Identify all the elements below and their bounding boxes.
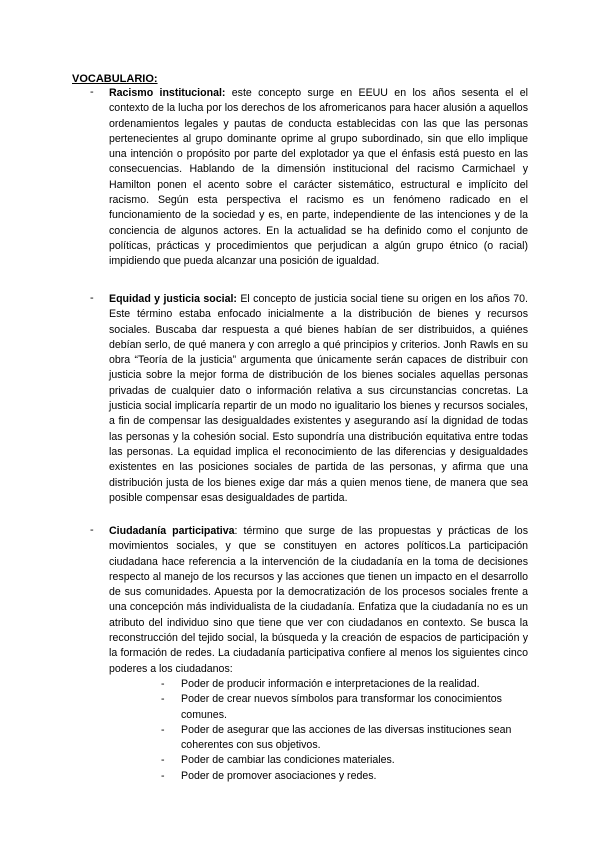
entry-paragraph <box>109 524 528 784</box>
power-item: - Poder de promover asociaciones y redes. <box>109 769 528 784</box>
entry-term: Equidad y justicia social: <box>109 293 237 305</box>
power-item: - Poder de asegurar que las acciones de las diversas instituciones sean coherentes con sus objetivos. <box>161 723 512 752</box>
entry-text: : término que surge de las propuestas y prácticas de los movimientos sociales, y que se constituyen en actores políticos.La participación ciudadana hace referencia a la intervención de la ciudadanía en la toma de decisiones respecto al manejo de los recursos y las acciones que tienen un impacto en el desarrollo de sus comunidades. Apuesta por la democratización de los procesos sociales frente a una concepción más individualista de la ciudadanía. Enfatiza que la ciudadanía no es un atributo del individuo sino que tiene que ver con ciudadanos en contexto. Se busca la reconstrucción del tejido social, la búsqueda y la creación de espacios de participación y la formación de redes. La ciudadanía participativa confiere al menos los siguientes cinco poderes a los ciudadanos: <box>109 525 528 675</box>
power-item: - Poder de crear nuevos símbolos para transformar los conocimientos comunes. <box>161 693 502 721</box>
entry-text: este concepto surge en EEUU en los años sesenta el el contexto de la lucha por los derechos de los afromericanos para hacer alusión a aquellos ordenamientos legales y pautas de conducta establecidas con las que las personas pertenecientes al grupo dominante oprime al grupo subordinado, sin que ello implique una intención o propósito por parte del explotador ya que el énfasis está puesto en las consecuencias. Hablando de la dimensión institucional del racismo Carmichael y Hamilton ponen el acento sobre el carácter sistemático, estructural e implícito del racismo. Según esta perspectiva el racismo es un fenómeno radicado en el funcionamiento de la sociedad y es, en parte, independiente de las intenciones y de la conciencia de algunos actores. En la actualidad se ha definido como el conjunto de políticas, prácticas y procedimientos que perjudican a algún grupo étnico (o racial) impidiendo que pueda alcanzar una posición de igualdad. <box>109 87 528 268</box>
entry-paragraph <box>109 86 528 270</box>
list-dash: - <box>161 754 165 767</box>
entry-racismo-institucional <box>90 86 528 270</box>
list-dash: - <box>90 292 94 304</box>
powers-list <box>109 677 528 784</box>
list-dash: - <box>90 524 94 536</box>
entry-equidad-justicia-social <box>90 292 528 506</box>
list-dash: - <box>161 723 165 736</box>
vocabulary-heading: VOCABULARIO: <box>72 73 158 85</box>
power-item: - Poder de producir información e interpretaciones de la realidad. <box>109 677 528 692</box>
list-dash: - <box>90 86 94 98</box>
entry-term: Ciudadanía participativa <box>109 525 235 537</box>
entry-ciudadania-participativa <box>90 524 528 784</box>
list-dash: - <box>161 693 165 706</box>
entry-paragraph <box>109 292 528 506</box>
entry-text: El concepto de justicia social tiene su origen en los años 70. Este término estaba enfocado inicialmente a la distribución de bienes y recursos sociales. Buscaba dar respuesta a qué bienes habían de ser distribuidos, a quiénes debían serlo, de qué manera y con arreglo a qué principios y criterios. Jonh Rawls en su obra “Teoría de la justicia” argumenta que únicamente serán capaces de distribuir con justicia sobre la mejor forma de distribución de los bienes sociales aquellas personas privadas de cualquier dato o información relativa a sus circunstancias concretas. La justicia social implicaría repartir de un modo no igualitario los bienes y recursos sociales, a fin de compensar las desigualdades existentes y asegurando así la dignidad de todas las personas y la cohesión social. Esto supondría una distribución equitativa entre todas las personas. La equidad implica el reconocimiento de las diferencias y desigualdades existentes en las posiciones sociales de partida de las personas, y afirma que una distribución justa de los bienes exige dar más a quien menos tiene, de manera que sea posible compensar esas desigualdades de partida. <box>109 293 528 504</box>
list-dash: - <box>161 677 165 690</box>
list-dash: - <box>161 769 165 782</box>
entry-term: Racismo institucional: <box>109 87 226 99</box>
power-item: - Poder de cambiar las condiciones materiales. <box>109 753 528 768</box>
